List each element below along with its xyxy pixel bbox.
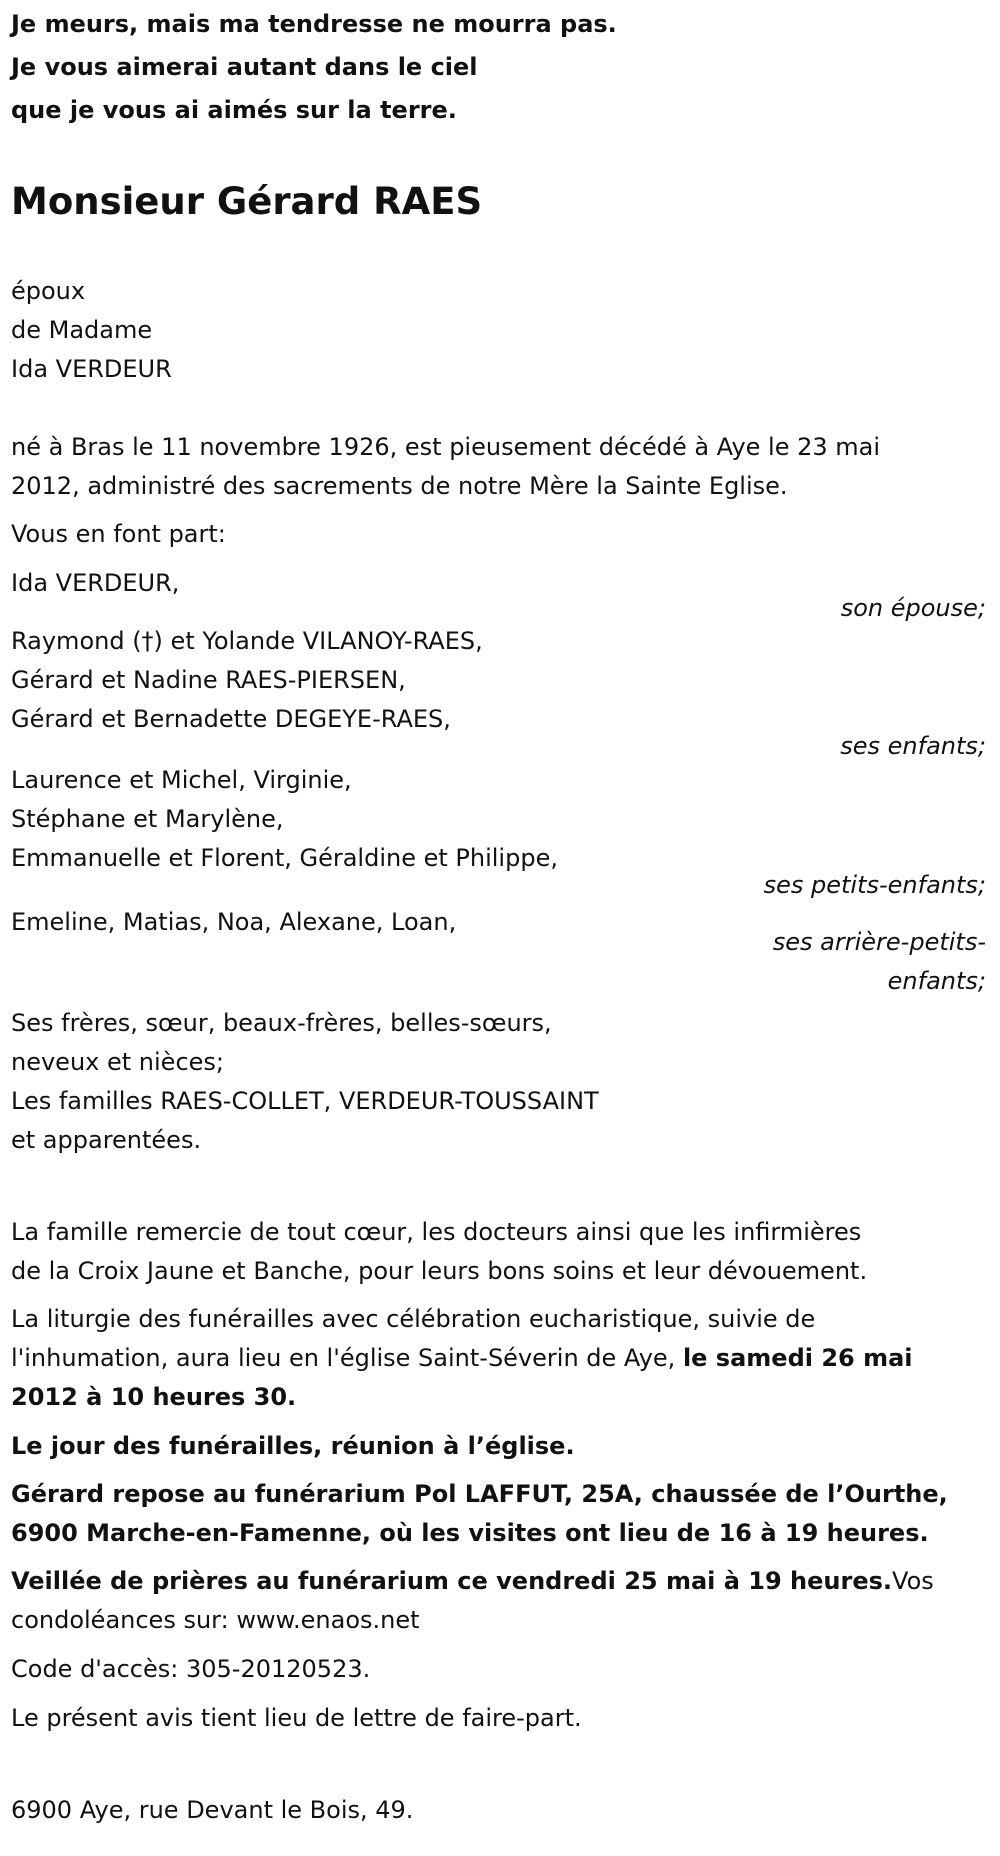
text-fragment: Vos — [892, 1567, 934, 1595]
family-name: Raymond (†) et Yolande VILANOY-RAES, — [11, 627, 483, 655]
text-fragment: l'inhumation, aura lieu en l'église Saint-Séverin de Aye, — [11, 1344, 683, 1372]
relation-label — [773, 923, 986, 1001]
notice-text: Le présent avis tient lieu de lettre de faire-part. — [11, 1704, 582, 1732]
family-others — [11, 1004, 599, 1160]
date-highlight: 2012 à 10 heures 30. — [11, 1383, 297, 1411]
relation-label: ses enfants; — [840, 732, 986, 760]
text-line: Gérard repose au funérarium Pol LAFFUT, 25A, chaussée de l’Ourthe, — [11, 1480, 948, 1508]
spouse-line: époux — [11, 277, 86, 305]
epitaph-line: Je meurs, mais ma tendresse ne mourra pas. — [11, 10, 617, 38]
intro-text: Vous en font part: — [11, 520, 226, 548]
family-children-names — [11, 622, 483, 739]
epitaph-line: que je vous ai aimés sur la terre. — [11, 96, 457, 124]
family-name: Stéphane et Marylène, — [11, 805, 284, 833]
text-line: de la Croix Jaune et Banche, pour leurs bons soins et leur dévouement. — [11, 1257, 868, 1285]
spouse-line: de Madame — [11, 316, 153, 344]
family-name: Laurence et Michel, Virginie, — [11, 766, 352, 794]
family-name: Emmanuelle et Florent, Géraldine et Philippe, — [11, 844, 558, 872]
vigil-text — [11, 1562, 934, 1640]
spouse-block — [11, 272, 172, 389]
thanks-text — [11, 1213, 867, 1291]
text-line: La liturgie des funérailles avec célébration eucharistique, suivie de — [11, 1305, 816, 1333]
vigil-highlight: Veillée de prières au funérarium ce vendredi 25 mai à 19 heures. — [11, 1567, 893, 1595]
access-code: Code d'accès: 305-20120523. — [11, 1655, 371, 1683]
text-line: condoléances sur: www.enaos.net — [11, 1606, 420, 1634]
family-name: Gérard et Nadine RAES-PIERSEN, — [11, 666, 406, 694]
birth-death-text — [11, 428, 880, 506]
spouse-line: Ida VERDEUR — [11, 355, 172, 383]
relation-label: son épouse; — [840, 594, 986, 622]
family-line: et apparentées. — [11, 1126, 202, 1154]
family-name: Emeline, Matias, Noa, Alexane, Loan, — [11, 908, 457, 936]
text-line: né à Bras le 11 novembre 1926, est pieusement décédé à Aye le 23 mai — [11, 433, 881, 461]
deceased-name: Monsieur Gérard RAES — [11, 180, 483, 223]
family-spouse-names — [11, 564, 179, 603]
family-grandchildren-names — [11, 761, 558, 878]
epitaph-line: Je vous aimerai autant dans le ciel — [11, 53, 478, 81]
address-text: 6900 Aye, rue Devant le Bois, 49. — [11, 1796, 414, 1824]
text-line: 6900 Marche-en-Famenne, où les visites ont lieu de 16 à 19 heures. — [11, 1519, 929, 1547]
liturgy-text — [11, 1300, 913, 1417]
family-great-grandchildren-names — [11, 903, 456, 942]
date-highlight: le samedi 26 mai — [682, 1344, 913, 1372]
family-line: neveux et nièces; — [11, 1048, 224, 1076]
family-name: Gérard et Bernadette DEGEYE-RAES, — [11, 705, 451, 733]
relation-line: ses arrière-petits- — [772, 928, 986, 956]
relation-label: ses petits-enfants; — [763, 871, 986, 899]
relation-line: enfants; — [887, 967, 986, 995]
family-line: Ses frères, sœur, beaux-frères, belles-sœurs, — [11, 1009, 552, 1037]
text-line — [11, 1339, 913, 1378]
reunion-text: Le jour des funérailles, réunion à l’église. — [11, 1432, 575, 1460]
text-line: La famille remercie de tout cœur, les docteurs ainsi que les infirmières — [11, 1218, 862, 1246]
funerarium-text — [11, 1475, 948, 1553]
family-name: Ida VERDEUR, — [11, 569, 180, 597]
text-line: 2012, administré des sacrements de notre Mère la Sainte Eglise. — [11, 472, 788, 500]
text-line — [11, 1562, 934, 1601]
family-line: Les familles RAES-COLLET, VERDEUR-TOUSSAINT — [11, 1087, 599, 1115]
epitaph — [11, 5, 617, 130]
